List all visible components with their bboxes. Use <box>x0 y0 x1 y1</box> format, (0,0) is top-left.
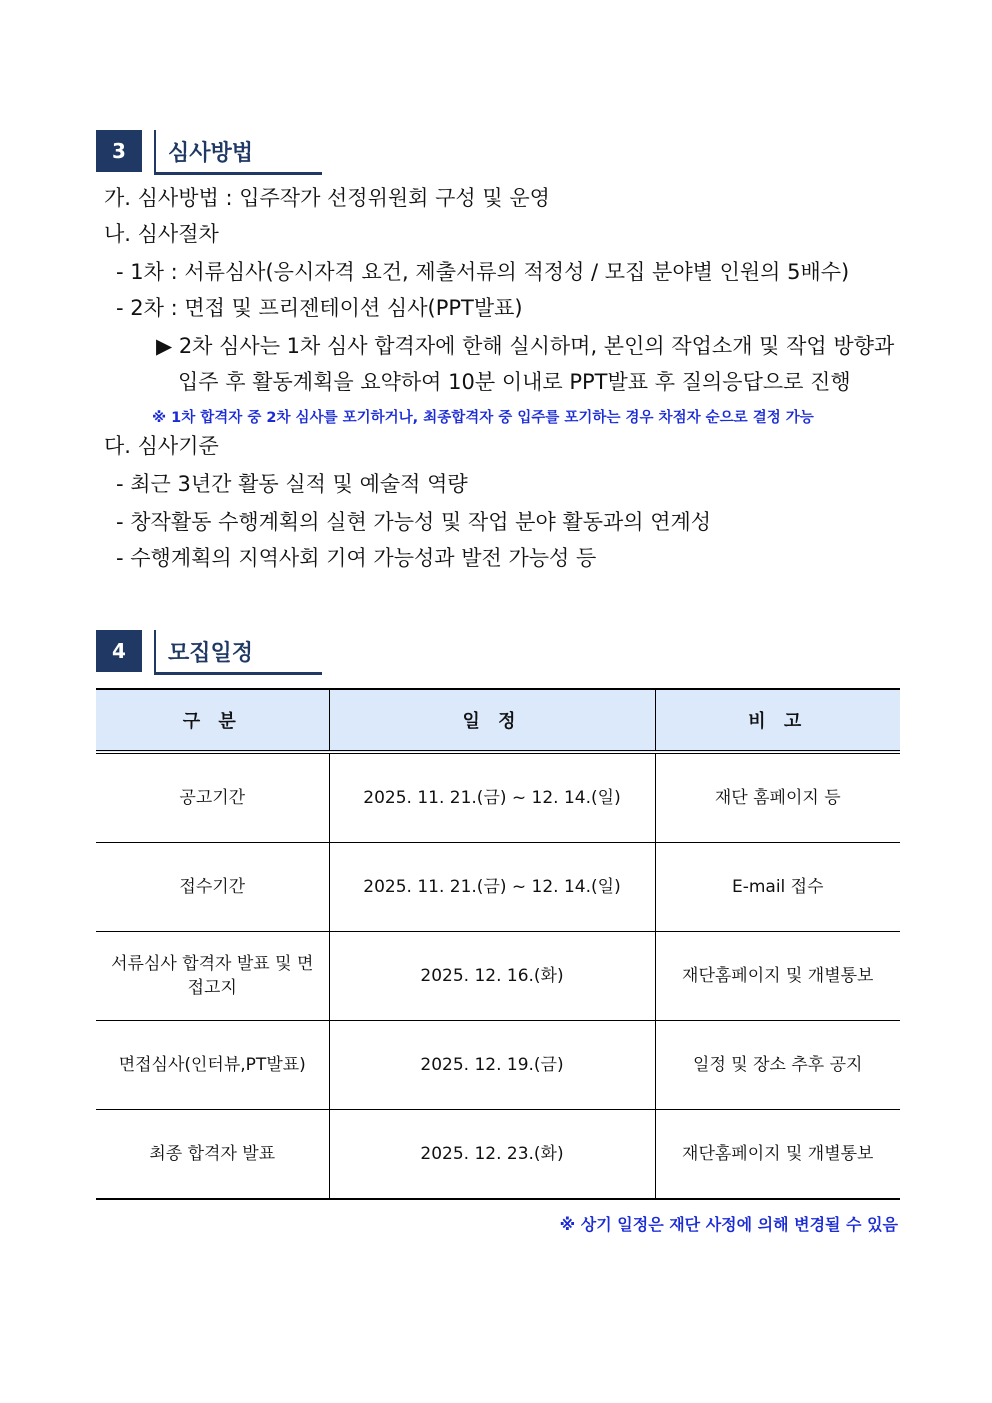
cell-schedule: 2025. 12. 23.(화) <box>329 1110 655 1200</box>
step-1-line: - 1차 : 서류심사(응시자격 요건, 제출서류의 적정성 / 모집 분야별 인원의 5배수) <box>116 260 850 284</box>
cell-schedule: 2025. 12. 19.(금) <box>329 1021 655 1110</box>
section-3-title: 심사방법 <box>168 141 254 166</box>
cell-remarks: 재단홈페이지 및 개별통보 <box>655 932 900 1021</box>
review-method-line: 가. 심사방법 : 입주작가 선정위원회 구성 및 운영 <box>104 186 550 210</box>
table-row <box>96 932 900 1021</box>
cell-remarks: 재단홈페이지 및 개별통보 <box>655 1110 900 1200</box>
cell-schedule: 2025. 12. 16.(화) <box>329 932 655 1021</box>
criteria-item: - 창작활동 수행계획의 실현 가능성 및 작업 분야 활동과의 연계성 <box>116 510 712 534</box>
header-schedule: 일 정 <box>329 689 655 752</box>
table-row <box>96 843 900 932</box>
header-remarks: 비 고 <box>655 689 900 752</box>
schedule-table <box>96 688 900 1200</box>
section-4-number: 4 <box>96 630 142 672</box>
cell-remarks: E-mail 접수 <box>655 843 900 932</box>
step-2-line: - 2차 : 면접 및 프리젠테이션 심사(PPT발표) <box>116 296 523 320</box>
review-criteria-heading: 다. 심사기준 <box>104 434 219 458</box>
section-4-title: 모집일정 <box>168 641 254 666</box>
cell-schedule: 2025. 11. 21.(금) ~ 12. 14.(일) <box>329 843 655 932</box>
cell-remarks: 일정 및 장소 추후 공지 <box>655 1021 900 1110</box>
cell-category: 공고기간 <box>96 752 329 843</box>
cell-schedule: 2025. 11. 21.(금) ~ 12. 14.(일) <box>329 752 655 843</box>
table-row <box>96 752 900 843</box>
cell-remarks: 재단 홈페이지 등 <box>655 752 900 843</box>
arrow-note-line-2: 입주 후 활동계획을 요약하여 10분 이내로 PPT발표 후 질의응답으로 진행 <box>178 370 851 394</box>
schedule-footnote: ※ 상기 일정은 재단 사정에 의해 변경될 수 있음 <box>559 1215 898 1234</box>
review-procedure-heading: 나. 심사절차 <box>104 222 219 246</box>
table-header-row <box>96 689 900 752</box>
section-3-number: 3 <box>96 130 142 172</box>
section-3-title-box <box>154 130 322 175</box>
criteria-item: - 수행계획의 지역사회 기여 가능성과 발전 가능성 등 <box>116 546 597 570</box>
header-category: 구 분 <box>96 689 329 752</box>
cell-category: 면접심사(인터뷰,PT발표) <box>96 1021 329 1110</box>
arrow-note-line-1: ▶ 2차 심사는 1차 심사 합격자에 한해 실시하며, 본인의 작업소개 및 작업 방향과 <box>156 334 895 358</box>
criteria-item: - 최근 3년간 활동 실적 및 예술적 역량 <box>116 472 468 496</box>
cell-category: 서류심사 합격자 발표 및 면접고지 <box>96 932 329 1021</box>
cell-category: 접수기간 <box>96 843 329 932</box>
cell-category: 최종 합격자 발표 <box>96 1110 329 1200</box>
section-4-title-box <box>154 630 322 675</box>
substitute-note: ※ 1차 합격자 중 2차 심사를 포기하거나, 최종합격자 중 입주를 포기하는 경우 차점자 순으로 결정 가능 <box>152 410 814 426</box>
table-row <box>96 1021 900 1110</box>
table-row <box>96 1110 900 1200</box>
